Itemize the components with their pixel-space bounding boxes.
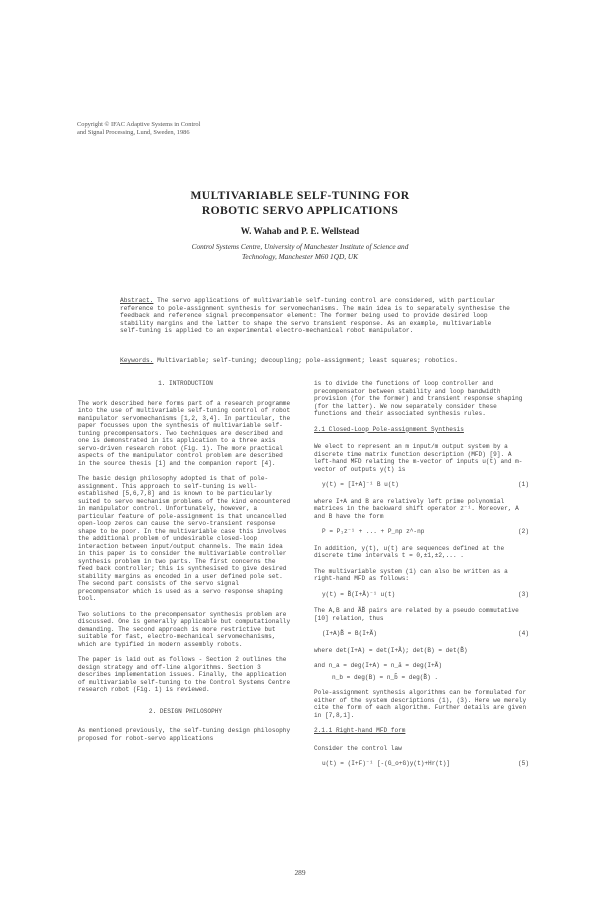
paragraph: The paper is laid out as follows - Section 2 outlines the design strategy and off-line algorithms. Section 3 describes implementation issues. Finally, the application of multivariable self-tuning to the Control Systems Centre research robot (Fig. 1) is reviewed. <box>78 656 291 693</box>
page-number: 289 <box>294 868 306 877</box>
equation-number: (1) <box>518 481 529 488</box>
left-column <box>78 380 293 750</box>
equation-body: u(t) = (I+F)⁻¹ [-(G_o+G)y(t)+Hr(t)] <box>322 760 451 767</box>
authors: W. Wahab and P. E. Wellstead <box>240 226 360 236</box>
subsection-heading: 2.1 Closed-Loop Pole-assignment Synthesis <box>314 425 464 433</box>
paragraph: The basic design philosophy adopted is that of pole-assignment. This approach to self-tuning is well-established [5,6,7,8] and is known to be particularly suited to servo mechanism problems of the kind encountered in manipulator control. Unfortunately, however, a particular feature of pole-assignment is that uncancelled open-loop zeros can cause the servo-transient response shape to be poor. In the multivariable case this involves the additional problem of undesirable closed-loop interaction between input/output channels. The main idea in this paper is to consider the multivariable controller synthesis problem in two parts. The first concerns the feed back controller; this is synthesised to give desired stability margins as encoded in a user defined pole set. The second part consists of the servo signal precompensator which is used as a servo response shaping tool. <box>78 475 291 602</box>
abstract-label: Abstract. <box>120 297 154 304</box>
section-heading: 2. DESIGN PHILOSOPHY <box>148 707 223 715</box>
abstract-text: The servo applications of multivariable self-tuning control are considered, with particular reference to pole-assignment synthesis for servomechanisms. The main idea is to separately synthesise the feedback and reference signal precompensator element: The former being used to provide desired loop stability margins and the latter to shape the servo transient response. As an example, multivariable self-tuning is applied to an experimental electro-mechanical robot manipulator. <box>120 297 510 335</box>
paragraph: is to divide the functions of loop controller and precompensator between stability and loop bandwidth provision (for the former) and transient response shaping (for the latter). We now separately consider these functions and their associated synthesis rules. <box>314 380 523 417</box>
copyright-line: and Signal Processing, Lund, Sweden, 1986 <box>77 129 190 137</box>
paper-title-line-2: ROBOTIC SERVO APPLICATIONS <box>201 204 399 217</box>
keywords <box>120 357 510 365</box>
equation-number: (2) <box>518 528 529 535</box>
equation-body: P = P₁z⁻¹ + ... + P_np z^-np <box>322 528 425 535</box>
equation-number: (4) <box>518 630 529 637</box>
equation-1 <box>314 481 529 489</box>
keywords-text: Multivariable; self-tuning; decoupling; pole-assignment; least squares; robotics. <box>157 357 458 364</box>
equation-number: (5) <box>518 760 529 767</box>
paragraph: In addition, y(t), u(t) are sequences defined at the discrete time intervals t = 0,±1,±2,... . <box>314 544 505 559</box>
equation-3 <box>314 591 529 599</box>
equation-body: y(t) = B̃(I+Ã)⁻¹ u(t) <box>322 590 396 598</box>
paragraph: where det(I+A) = det(I+Ã); det(B) = det(B̃) <box>314 646 468 654</box>
paper-title-line-1: MULTIVARIABLE SELF-TUNING FOR <box>190 189 410 202</box>
paragraph: where I+A and B are relatively left prime polynomial matrices in the backward shift operator z⁻¹. Moreover, A and B have the form <box>314 497 519 520</box>
paragraph: n_b = deg(B) = n_b̃ = deg(B̃) . <box>332 673 439 681</box>
affiliation <box>0 242 600 262</box>
section-heading: 1. INTRODUCTION <box>158 380 213 387</box>
copyright-notice <box>77 121 200 138</box>
right-column <box>314 380 529 777</box>
paragraph: The A,B and ÃB̃ pairs are related by a pseudo commutative [10] relation, thus <box>314 607 519 622</box>
paragraph: As mentioned previously, the self-tuning design philosophy proposed for robot-servo applications <box>78 727 291 742</box>
equation-number: (3) <box>518 590 529 598</box>
paragraph: The multivariable system (1) can also be written as a right-hand MFD as follows: <box>314 567 508 582</box>
paragraph: Pole-assignment synthesis algorithms can be formulated for either of the system descriptions (1), (3). Here we merely cite the form of each algorithm. Further details are given in [7,8,1]. <box>314 689 527 719</box>
affiliation-line: Technology, Manchester M60 1QD, UK <box>241 252 359 261</box>
affiliation-line: Control Systems Centre, University of Manchester Institute of Science and <box>191 242 409 251</box>
paragraph: Two solutions to the precompensator synthesis problem are discussed. One is generally applicable but computationally demanding. The second approach is more restrictive but suitable for fast, electro-mechanical servomechanisms, which are typified in modern assembly robots. <box>78 610 291 648</box>
paragraph: Consider the control law <box>314 744 402 752</box>
paragraph: We elect to represent an m input/m output system by a discrete time matrix function description (MFD) [9]. A left-hand MFD relating the m-vector of inputs u(t) and m-vector of outputs y(t) is <box>314 443 523 473</box>
equation-5 <box>314 760 529 768</box>
subsection-heading: 2.1.1 Right-hand MFD form <box>314 727 406 734</box>
copyright-line: Copyright © IFAC Adaptive Systems in Control <box>77 121 201 128</box>
paragraph: and n_a = deg(I+A) = n_ã = deg(I+Ã) <box>314 662 442 669</box>
keywords-label: Keywords. <box>120 357 154 364</box>
equation-body: (I+A)B̃ = B(I+Ã) <box>322 630 377 637</box>
equation-4 <box>314 630 529 638</box>
equation-body: y(t) = [I+A]⁻¹ B u(t) <box>322 481 399 488</box>
abstract <box>120 297 510 335</box>
equation-2 <box>314 528 529 536</box>
paragraph: The work described here forms part of a research programme into the use of multivariable self-tuning control of robot manipulator servomechanisms [1,2, 3,4]. In particular, the paper focusses upon the synthesis of multivariable self-tuning precompensators. Two techniques are described and one is demonstrated in its application to a three axis servo-driven research robot (Fig. 1). The more practical aspects of the manipulator control problem are described in the source thesis [1] and the companion report [4]. <box>78 399 291 467</box>
